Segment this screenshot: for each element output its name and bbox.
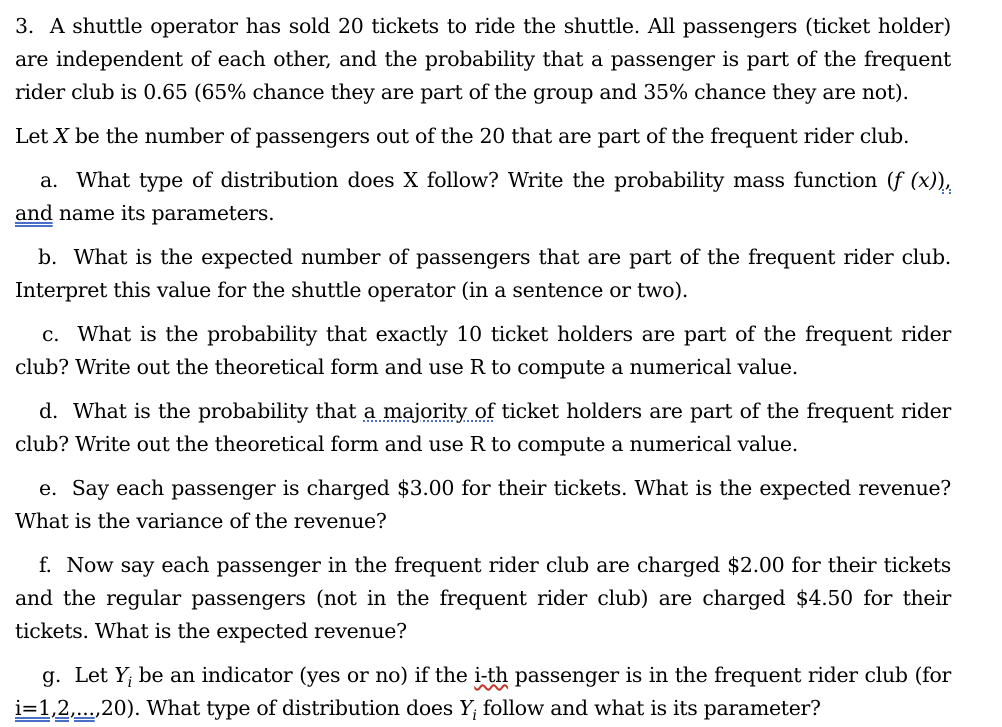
part-g-label: g. (42, 663, 62, 687)
part-b-text: What is the expected number of passengers that are part of the frequent rider club. Interpret this value for the shuttle operator (in a sentence or two). (15, 245, 951, 302)
grammar-flag-and[interactable]: ), and (15, 168, 951, 225)
document-page (15, 0, 951, 725)
part-g-mid2: passenger is in the frequent rider club (for (508, 663, 951, 687)
part-f-text: Now say each passenger in the frequent rider club are charged $2.00 for their tickets and the regular passengers (not in the frequent rider club) are charged $4.50 for their tickets. What is the expected revenue? (15, 553, 951, 643)
question-number: 3. (15, 14, 34, 38)
part-a (15, 164, 951, 230)
part-d-label: d. (39, 399, 59, 423)
pmf-notation: f (x) (894, 168, 938, 192)
part-e-text: Say each passenger is charged $3.00 for their tickets. What is the expected revenue? What is the variance of the revenue? (15, 476, 951, 533)
part-g-mid1: be an indicator (yes or no) if the (131, 663, 475, 687)
grammar-flag-majority[interactable]: a majority of (363, 399, 495, 423)
part-a-pre: What type of distribution does X follow? Write the probability mass function ( (76, 168, 895, 192)
let-x-pre: Let (15, 124, 55, 148)
variable-yi: $Y_i$ (114, 663, 132, 692)
part-c-label: c. (42, 322, 60, 346)
question-intro (15, 10, 951, 109)
part-e-label: e. (39, 476, 58, 500)
part-e (15, 472, 951, 538)
part-g (15, 659, 951, 725)
subscript-i: i (472, 708, 477, 725)
variable-x: X (54, 124, 69, 148)
part-f (15, 549, 951, 648)
part-b (15, 241, 951, 307)
part-c (15, 318, 951, 384)
part-c-text: What is the probability that exactly 10 ticket holders are part of the frequent rider club? Write out the theoretical form and use R to compute a numerical value. (15, 322, 952, 379)
part-g-post: follow and what is its parameter? (476, 696, 821, 720)
variable-yi-2: $Y_i$ (459, 696, 477, 725)
part-f-label: f. (39, 553, 52, 577)
spelling-flag-ith[interactable]: i-th (474, 663, 509, 687)
part-g-pre: Let (74, 663, 115, 687)
let-x-definition (15, 120, 951, 153)
part-b-label: b. (38, 245, 58, 269)
part-a-post: name its parameters. (52, 201, 275, 225)
part-d (15, 395, 951, 461)
part-d-pre: What is the probability that (73, 399, 364, 423)
intro-text: A shuttle operator has sold 20 tickets to ride the shuttle. All passengers (ticket holder) are independent of each other, and the probability that a passenger is part of the frequent rider club is 0.65 (65% chance they are part of the group and 35% chance they are not). (15, 14, 951, 104)
grammar-flag-range[interactable]: i=1,2,... (15, 696, 95, 720)
let-x-post: be the number of passengers out of the 20 that are part of the frequent rider club. (68, 124, 910, 148)
part-a-label: a. (40, 168, 59, 192)
part-g-mid3: ,20). What type of distribution does (94, 696, 460, 720)
part-d-post: ticket holders are part of the frequent rider club? Write out the theoretical form and use R to compute a numerical value. (15, 399, 951, 456)
subscript-i: i (127, 675, 132, 692)
